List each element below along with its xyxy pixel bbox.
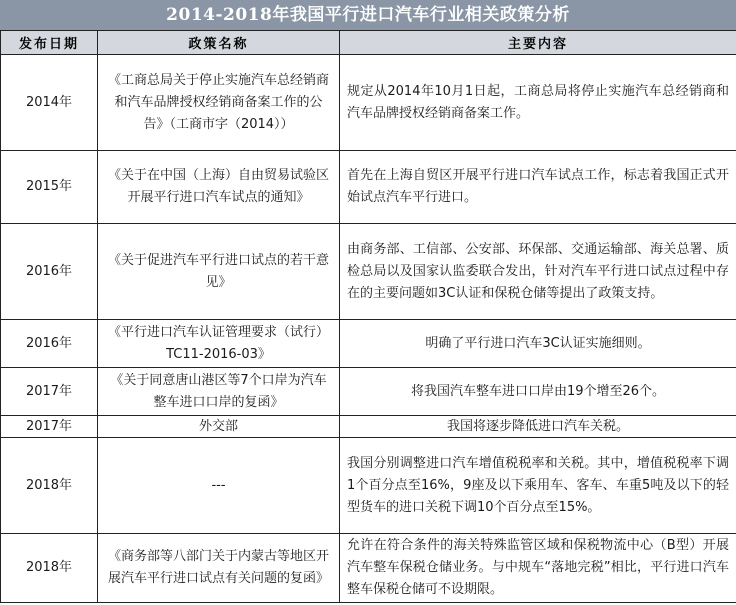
cell-date: 2018年 bbox=[1, 438, 98, 534]
cell-content: 我国将逐步降低进口汽车关税。 bbox=[340, 416, 736, 438]
table-row bbox=[1, 151, 736, 224]
table-row bbox=[1, 320, 736, 368]
cell-content: 明确了平行进口汽车3C认证实施细则。 bbox=[340, 320, 736, 368]
cell-date: 2017年 bbox=[1, 368, 98, 416]
cell-date: 2017年 bbox=[1, 416, 98, 438]
cell-date: 2016年 bbox=[1, 224, 98, 320]
cell-content: 由商务部、工信部、公安部、环保部、交通运输部、海关总署、质检总局以及国家认监委联合发出，针对汽车平行进口试点过程中存在的主要问题如3C认证和保税仓储等提出了政策支持。 bbox=[340, 224, 736, 320]
table-row bbox=[1, 416, 736, 438]
cell-content: 首先在上海自贸区开展平行进口汽车试点工作，标志着我国正式开始试点汽车平行进口。 bbox=[340, 151, 736, 224]
table-row bbox=[1, 438, 736, 534]
table-header-row bbox=[1, 31, 736, 55]
table-row bbox=[1, 224, 736, 320]
cell-content: 规定从2014年10月1日起，工商总局将停止实施汽车总经销商和汽车品牌授权经销商备案工作。 bbox=[340, 55, 736, 151]
cell-policy-name: 《关于促进汽车平行进口试点的若干意见》 bbox=[98, 224, 340, 320]
header-date: 发布日期 bbox=[1, 31, 98, 55]
cell-content: 允许在符合条件的海关特殊监管区域和保税物流中心（B型）开展汽车整车保税仓储业务。与中规车“落地完税”相比，平行进口汽车整车保税仓储可不设期限。 bbox=[340, 534, 736, 603]
cell-policy-name: 《工商总局关于停止实施汽车总经销商和汽车品牌授权经销商备案工作的公告》（工商市字（2014）） bbox=[98, 55, 340, 151]
cell-date: 2014年 bbox=[1, 55, 98, 151]
cell-content: 我国分别调整进口汽车增值税税率和关税。其中，增值税税率下调1个百分点至16%，9座及以下乘用车、客车、车重5吨及以下的轻型货车的进口关税下调10个百分点至15%。 bbox=[340, 438, 736, 534]
cell-content: 将我国汽车整车进口口岸由19个增至26个。 bbox=[340, 368, 736, 416]
table-row bbox=[1, 368, 736, 416]
header-policy-name: 政策名称 bbox=[98, 31, 340, 55]
cell-policy-name: 《平行进口汽车认证管理要求（试行）TC11-2016-03》 bbox=[98, 320, 340, 368]
cell-date: 2018年 bbox=[1, 534, 98, 603]
table-row bbox=[1, 534, 736, 603]
cell-policy-name: 外交部 bbox=[98, 416, 340, 438]
cell-date: 2015年 bbox=[1, 151, 98, 224]
header-content: 主要内容 bbox=[340, 31, 736, 55]
cell-policy-name: 《关于同意唐山港区等7个口岸为汽车整车进口口岸的复函》 bbox=[98, 368, 340, 416]
table-title: 2014-2018年我国平行进口汽车行业相关政策分析 bbox=[0, 0, 736, 30]
cell-date: 2016年 bbox=[1, 320, 98, 368]
table-row bbox=[1, 55, 736, 151]
policy-table bbox=[0, 30, 736, 603]
cell-policy-name: 《关于在中国（上海）自由贸易试验区开展平行进口汽车试点的通知》 bbox=[98, 151, 340, 224]
cell-policy-name: 《商务部等八部门关于内蒙古等地区开展汽车平行进口试点有关问题的复函》 bbox=[98, 534, 340, 603]
cell-policy-name: --- bbox=[98, 438, 340, 534]
